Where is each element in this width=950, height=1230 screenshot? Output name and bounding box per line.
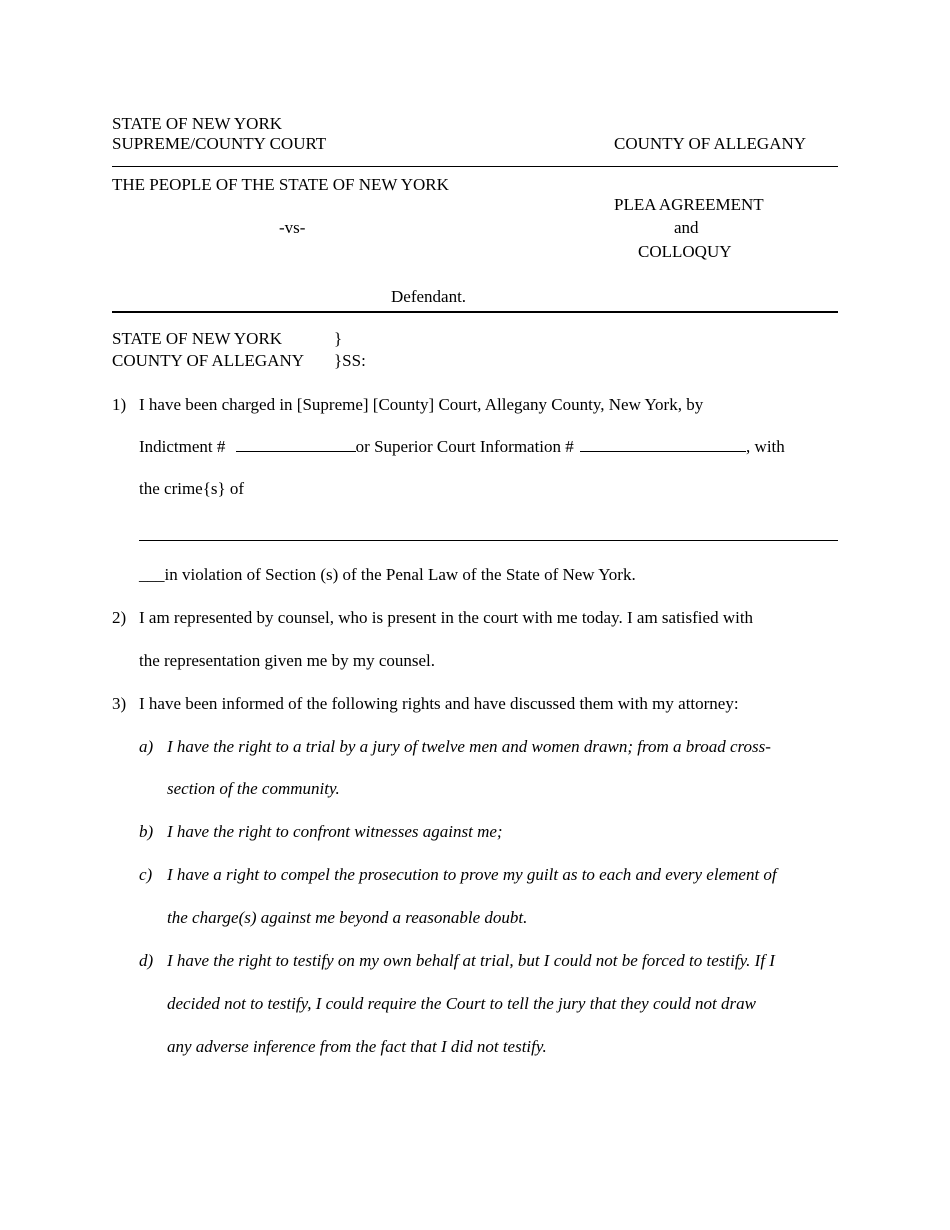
venue-county: COUNTY OF ALLEGANY <box>112 351 305 370</box>
item-3a-line-2: section of the community. <box>167 779 340 798</box>
crime-blank-line[interactable] <box>139 540 838 541</box>
item-3c-line-2: the charge(s) against me beyond a reasonable doubt. <box>167 908 528 927</box>
item-1-line-5: ___in violation of Section (s) of the Penal Law of the State of New York. <box>139 565 636 584</box>
item-3a-label: a) <box>139 737 154 756</box>
venue-brace-ss: }SS: <box>334 351 366 370</box>
caption-people: THE PEOPLE OF THE STATE OF NEW YORK <box>112 175 449 194</box>
item-1-line-3: the crime{s} of <box>139 479 245 498</box>
indictment-number-blank[interactable] <box>236 437 356 452</box>
item-3d-line-2: decided not to testify, I could require the Court to tell the jury that they could not draw <box>167 994 756 1013</box>
item-3a-line-1: I have the right to a trial by a jury of twelve men and women drawn; from a broad cross- <box>167 737 771 756</box>
item-3c-label: c) <box>139 865 153 884</box>
item-2-line-1: I am represented by counsel, who is present in the court with me today. I am satisfied with <box>139 608 754 627</box>
item-3-line-1: I have been informed of the following rights and have discussed them with my attorney: <box>139 694 739 713</box>
item-3d-label: d) <box>139 951 154 970</box>
item-1-line-2 <box>139 437 785 457</box>
item-3b-label: b) <box>139 822 154 841</box>
caption-defendant: Defendant. <box>391 287 467 306</box>
indictment-label: Indictment # <box>139 437 226 456</box>
doc-title-line1: PLEA AGREEMENT <box>614 195 764 214</box>
item-2-number: 2) <box>112 608 127 627</box>
header-county: COUNTY OF ALLEGANY <box>614 134 807 153</box>
sci-label: or Superior Court Information # <box>355 437 574 456</box>
item-2-line-2: the representation given me by my counsel. <box>139 651 435 670</box>
venue-state: STATE OF NEW YORK <box>112 329 283 348</box>
caption-divider <box>112 311 838 313</box>
venue-brace-1: } <box>334 329 343 348</box>
doc-title-line2: and <box>674 218 699 237</box>
header-divider <box>112 166 838 167</box>
doc-title-line3: COLLOQUY <box>638 242 732 261</box>
sci-number-blank[interactable] <box>580 437 746 452</box>
item-3d-line-1: I have the right to testify on my own behalf at trial, but I could not be forced to testify. If I <box>167 951 775 970</box>
header-court: SUPREME/COUNTY COURT <box>112 134 327 153</box>
with-text: , with <box>746 437 785 456</box>
caption-vs: -vs- <box>279 218 306 237</box>
item-1-number: 1) <box>112 395 127 414</box>
item-1-line-1: I have been charged in [Supreme] [County] Court, Allegany County, New York, by <box>139 395 704 414</box>
item-3d-line-3: any adverse inference from the fact that I did not testify. <box>167 1037 547 1056</box>
item-3b-line-1: I have the right to confront witnesses against me; <box>167 822 503 841</box>
item-3c-line-1: I have a right to compel the prosecution to prove my guilt as to each and every element of <box>167 865 777 884</box>
header-state: STATE OF NEW YORK <box>112 114 283 133</box>
item-3-number: 3) <box>112 694 127 713</box>
